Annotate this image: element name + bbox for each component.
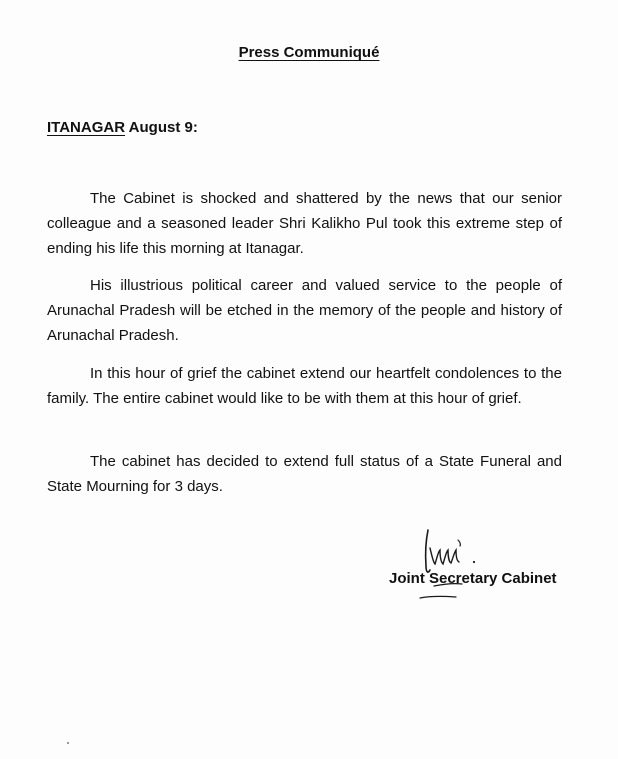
dateline-date: August 9: [125,119,198,136]
document-title: Press Communiqué [238,44,380,61]
paragraph-3: In this hour of grief the cabinet extend our heartfelt condolences to the family. The entire cabinet would like to be with them at this hour of grief. [47,365,562,407]
signatory-title: Joint Secretary Cabinet [389,570,557,587]
dateline-place: ITANAGAR [47,119,126,136]
dateline [47,119,198,136]
scan-speck [67,742,69,744]
paragraph-1: The Cabinet is shocked and shattered by the news that our senior colleague and a seasoned leader Shri Kalikho Pul took this extreme step of ending his life this morning at Itanagar. [47,190,562,257]
paragraph-4: The cabinet has decided to extend full status of a State Funeral and State Mourning for 3 days. [47,453,562,495]
handwritten-signature [412,526,502,606]
paragraph-2: His illustrious political career and valued service to the people of Arunachal Pradesh will be etched in the memory of the people and history of Arunachal Pradesh. [47,277,562,344]
